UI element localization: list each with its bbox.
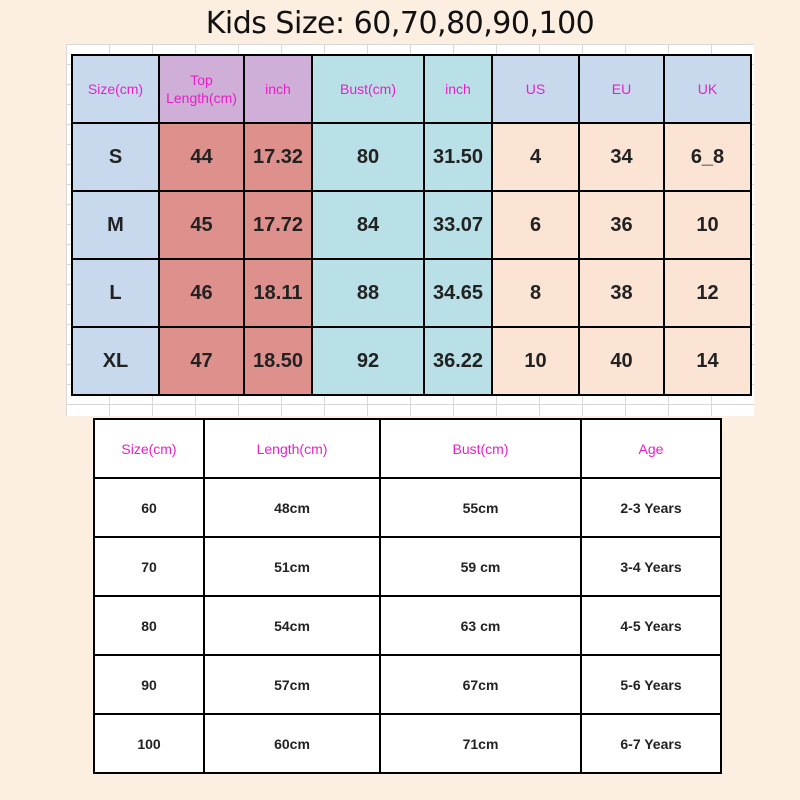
top-length-inch-cell: 18.50 (244, 327, 312, 395)
header-size-cm: Size(cm) (72, 55, 159, 123)
table-row (72, 327, 751, 395)
age-cell: 5-6 Years (581, 655, 721, 714)
kids-size-table (93, 418, 722, 774)
header-uk: UK (664, 55, 751, 123)
top-length-cm-cell: 44 (159, 123, 244, 191)
bust-cell: 67cm (380, 655, 581, 714)
us-size-cell: 4 (492, 123, 579, 191)
uk-size-cell: 6_8 (664, 123, 751, 191)
us-size-cell: 6 (492, 191, 579, 259)
uk-size-cell: 10 (664, 191, 751, 259)
size-cell: S (72, 123, 159, 191)
adult-table-header-row (72, 55, 751, 123)
eu-size-cell: 34 (579, 123, 664, 191)
header-us: US (492, 55, 579, 123)
age-cell: 4-5 Years (581, 596, 721, 655)
kids-table-header-row (94, 419, 721, 478)
length-cell: 51cm (204, 537, 380, 596)
header-length-cm: Length(cm) (204, 419, 380, 478)
bust-inch-cell: 33.07 (424, 191, 492, 259)
length-cell: 57cm (204, 655, 380, 714)
us-size-cell: 8 (492, 259, 579, 327)
bust-cell: 55cm (380, 478, 581, 537)
top-length-cm-cell: 47 (159, 327, 244, 395)
table-row (94, 537, 721, 596)
top-length-inch-cell: 17.72 (244, 191, 312, 259)
header-size-cm: Size(cm) (94, 419, 204, 478)
adult-size-table (71, 54, 752, 396)
top-length-inch-cell: 18.11 (244, 259, 312, 327)
header-eu: EU (579, 55, 664, 123)
age-cell: 2-3 Years (581, 478, 721, 537)
bust-cell: 71cm (380, 714, 581, 773)
age-cell: 6-7 Years (581, 714, 721, 773)
bust-cm-cell: 88 (312, 259, 424, 327)
header-top-inch: inch (244, 55, 312, 123)
bust-cm-cell: 92 (312, 327, 424, 395)
table-row (72, 259, 751, 327)
length-cell: 48cm (204, 478, 380, 537)
size-cell: L (72, 259, 159, 327)
uk-size-cell: 12 (664, 259, 751, 327)
size-cell: 90 (94, 655, 204, 714)
header-age: Age (581, 419, 721, 478)
size-cell: 70 (94, 537, 204, 596)
eu-size-cell: 40 (579, 327, 664, 395)
bust-cm-cell: 84 (312, 191, 424, 259)
header-bust-cm: Bust(cm) (380, 419, 581, 478)
us-size-cell: 10 (492, 327, 579, 395)
eu-size-cell: 38 (579, 259, 664, 327)
size-cell: 100 (94, 714, 204, 773)
top-length-cm-cell: 45 (159, 191, 244, 259)
table-row (94, 596, 721, 655)
size-cell: M (72, 191, 159, 259)
age-cell: 3-4 Years (581, 537, 721, 596)
bust-inch-cell: 36.22 (424, 327, 492, 395)
header-bust-inch: inch (424, 55, 492, 123)
bust-cell: 59 cm (380, 537, 581, 596)
page-title: Kids Size: 60,70,80,90,100 (205, 6, 595, 41)
bust-inch-cell: 31.50 (424, 123, 492, 191)
header-top-length: Top Length(cm) (159, 55, 244, 123)
bust-cm-cell: 80 (312, 123, 424, 191)
uk-size-cell: 14 (664, 327, 751, 395)
table-row (94, 714, 721, 773)
header-bust-cm: Bust(cm) (312, 55, 424, 123)
length-cell: 60cm (204, 714, 380, 773)
top-length-cm-cell: 46 (159, 259, 244, 327)
table-row (94, 478, 721, 537)
table-row (94, 655, 721, 714)
size-cell: 80 (94, 596, 204, 655)
bust-inch-cell: 34.65 (424, 259, 492, 327)
top-length-inch-cell: 17.32 (244, 123, 312, 191)
length-cell: 54cm (204, 596, 380, 655)
size-cell: XL (72, 327, 159, 395)
table-row (72, 123, 751, 191)
size-cell: 60 (94, 478, 204, 537)
bust-cell: 63 cm (380, 596, 581, 655)
table-row (72, 191, 751, 259)
eu-size-cell: 36 (579, 191, 664, 259)
